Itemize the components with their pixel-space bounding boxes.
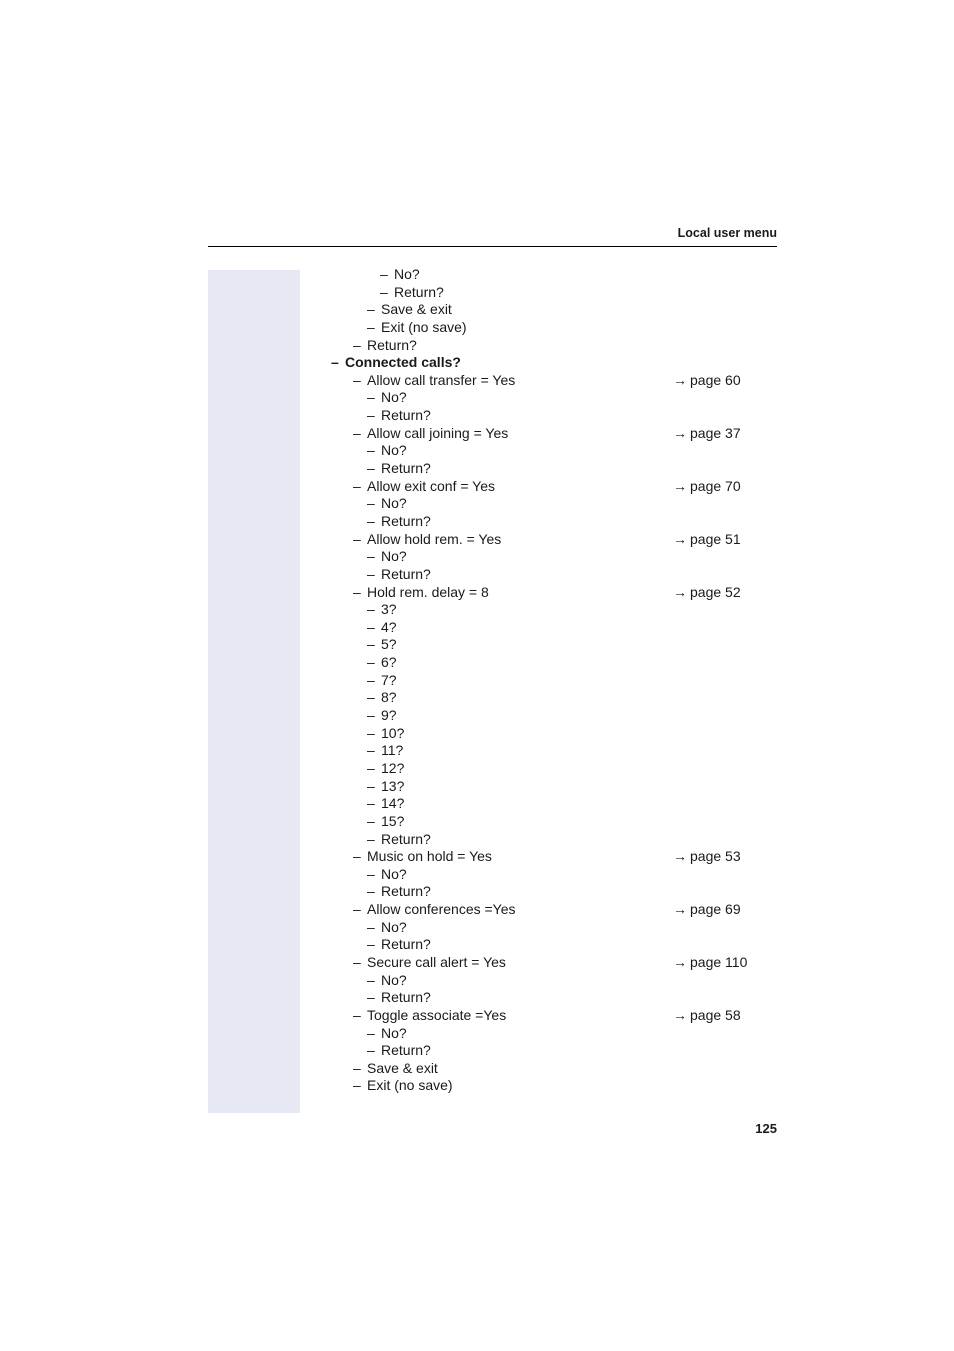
dash-marker: – <box>367 742 375 759</box>
page-reference <box>673 531 741 549</box>
page-reference-text: page 53 <box>690 848 741 865</box>
menu-item <box>300 760 777 778</box>
menu-item-label: Toggle associate =Yes <box>367 1006 507 1023</box>
menu-item <box>300 460 777 478</box>
menu-item-label: 10? <box>381 724 405 741</box>
dash-marker: – <box>353 530 361 547</box>
arrow-right-icon: → <box>673 371 687 388</box>
menu-item-label: Return? <box>381 407 431 424</box>
menu-item <box>300 372 777 390</box>
arrow-right-icon: → <box>673 848 687 865</box>
menu-item-label: Return? <box>381 989 431 1006</box>
page-reference <box>673 954 747 972</box>
menu-item <box>300 901 777 919</box>
menu-item <box>300 566 777 584</box>
menu-item <box>300 725 777 743</box>
menu-item <box>300 936 777 954</box>
dash-marker: – <box>367 707 375 724</box>
menu-item-text <box>367 319 467 337</box>
menu-item-text <box>353 478 495 496</box>
menu-item-text <box>367 566 431 584</box>
menu-item-text <box>331 354 461 372</box>
dash-marker: – <box>367 407 375 424</box>
menu-item <box>300 442 777 460</box>
menu-item-label: Return? <box>381 830 431 847</box>
page-reference <box>673 848 741 866</box>
menu-item <box>300 601 777 619</box>
menu-item-label: Return? <box>394 283 444 300</box>
menu-item-label: 8? <box>381 689 397 706</box>
menu-item <box>300 742 777 760</box>
menu-item <box>300 972 777 990</box>
dash-marker: – <box>367 654 375 671</box>
menu-item <box>300 954 777 972</box>
menu-item-text <box>353 1060 438 1078</box>
menu-item-label: Return? <box>381 883 431 900</box>
menu-item-label: Exit (no save) <box>381 318 467 335</box>
menu-item-label: 5? <box>381 636 397 653</box>
dash-marker: – <box>353 336 361 353</box>
menu-item-text <box>380 266 420 284</box>
menu-item-label: Secure call alert = Yes <box>367 953 506 970</box>
running-header-title: Local user menu <box>677 226 777 240</box>
menu-item <box>300 883 777 901</box>
menu-item-text <box>353 1077 453 1095</box>
menu-item-text <box>367 689 397 707</box>
menu-item <box>300 425 777 443</box>
menu-item-label: No? <box>381 548 407 565</box>
menu-item <box>300 1007 777 1025</box>
dash-marker: – <box>367 618 375 635</box>
page-reference-text: page 69 <box>690 901 741 918</box>
menu-item-label: Hold rem. delay = 8 <box>367 583 489 600</box>
dash-marker: – <box>367 1024 375 1041</box>
dash-marker: – <box>367 301 375 318</box>
menu-item-text <box>367 619 397 637</box>
menu-item-label: Return? <box>381 512 431 529</box>
dash-marker: – <box>367 777 375 794</box>
menu-item-label: No? <box>381 495 407 512</box>
dash-marker: – <box>367 565 375 582</box>
margin-panel <box>208 270 300 1113</box>
menu-item-label: Save & exit <box>381 301 452 318</box>
dash-marker: – <box>353 1006 361 1023</box>
menu-item <box>300 1060 777 1078</box>
menu-item-label: No? <box>381 1024 407 1041</box>
menu-item-label: No? <box>381 865 407 882</box>
page-reference-text: page 110 <box>690 953 748 970</box>
menu-item-label: 9? <box>381 707 397 724</box>
dash-marker: – <box>367 548 375 565</box>
menu-item-text <box>353 584 489 602</box>
menu-item-label: 14? <box>381 795 405 812</box>
menu-item-text <box>367 442 407 460</box>
menu-item-text <box>353 531 501 549</box>
menu-item-text <box>367 972 407 990</box>
arrow-right-icon: → <box>673 1006 687 1023</box>
page-reference <box>673 425 741 443</box>
dash-marker: – <box>367 759 375 776</box>
menu-item-label: Allow exit conf = Yes <box>367 477 496 494</box>
menu-item <box>300 337 777 355</box>
menu-item-text <box>367 460 431 478</box>
dash-marker: – <box>367 689 375 706</box>
dash-marker: – <box>367 389 375 406</box>
menu-item <box>300 1025 777 1043</box>
dash-marker: – <box>353 371 361 388</box>
menu-item <box>300 389 777 407</box>
menu-item-text <box>367 601 397 619</box>
menu-item-label: 11? <box>381 742 404 759</box>
dash-marker: – <box>353 477 361 494</box>
menu-item-label: No? <box>381 442 407 459</box>
menu-item <box>300 495 777 513</box>
page-reference-text: page 58 <box>690 1006 741 1023</box>
menu-item-label: Music on hold = Yes <box>367 848 492 865</box>
dash-marker: – <box>380 266 388 282</box>
menu-item <box>300 1077 777 1095</box>
menu-item-label: Allow call transfer = Yes <box>367 371 516 388</box>
menu-item-label: Return? <box>381 460 431 477</box>
dash-marker: – <box>367 442 375 459</box>
menu-item <box>300 636 777 654</box>
dash-marker: – <box>353 1077 361 1094</box>
menu-item <box>300 813 777 831</box>
dash-marker: – <box>367 636 375 653</box>
menu-item <box>300 919 777 937</box>
page-reference-text: page 60 <box>690 371 741 388</box>
page-reference <box>673 584 741 602</box>
menu-item-text <box>367 407 431 425</box>
menu-item <box>300 831 777 849</box>
menu-item-text <box>367 742 403 760</box>
dash-marker: – <box>367 512 375 529</box>
menu-item-label: 12? <box>381 759 405 776</box>
arrow-right-icon: → <box>673 583 687 600</box>
menu-item-label: 4? <box>381 618 397 635</box>
dash-marker: – <box>353 583 361 600</box>
menu-item-text <box>367 725 404 743</box>
page-reference <box>673 901 741 919</box>
arrow-right-icon: → <box>673 953 687 970</box>
arrow-right-icon: → <box>673 477 687 494</box>
page-reference-text: page 70 <box>690 477 741 494</box>
menu-item-label: 3? <box>381 601 397 618</box>
menu-item-text <box>353 372 515 390</box>
menu-item <box>300 672 777 690</box>
menu-item-text <box>367 989 431 1007</box>
dash-marker: – <box>367 495 375 512</box>
menu-item-text <box>367 672 397 690</box>
menu-item <box>300 866 777 884</box>
menu-item-text <box>353 1007 506 1025</box>
dash-marker: – <box>353 953 361 970</box>
menu-item-text <box>367 1042 431 1060</box>
menu-item <box>300 778 777 796</box>
menu-item-text <box>367 866 407 884</box>
menu-item-label: 15? <box>381 812 405 829</box>
menu-item <box>300 619 777 637</box>
dash-marker: – <box>367 883 375 900</box>
dash-marker: – <box>367 971 375 988</box>
page-reference-text: page 51 <box>690 530 741 547</box>
arrow-right-icon: → <box>673 424 687 441</box>
menu-item-text <box>367 1025 407 1043</box>
dash-marker: – <box>367 812 375 829</box>
menu-item-text <box>367 389 407 407</box>
page-reference <box>673 372 741 390</box>
menu-item-text <box>367 760 404 778</box>
menu-item-text <box>367 831 431 849</box>
menu-item-label: No? <box>394 266 420 282</box>
menu-item-label: Allow hold rem. = Yes <box>367 530 502 547</box>
dash-marker: – <box>367 460 375 477</box>
menu-item-text <box>353 848 492 866</box>
page-reference <box>673 1007 741 1025</box>
menu-item <box>300 513 777 531</box>
page-reference-text: page 37 <box>690 424 741 441</box>
menu-item-text <box>367 654 397 672</box>
menu-item <box>300 531 777 549</box>
menu-item <box>300 989 777 1007</box>
menu-item-label: Allow call joining = Yes <box>367 424 509 441</box>
dash-marker: – <box>367 318 375 335</box>
menu-item <box>300 301 777 319</box>
menu-item-text <box>353 337 417 355</box>
dash-marker: – <box>367 671 375 688</box>
dash-marker: – <box>353 424 361 441</box>
page-reference <box>673 478 741 496</box>
menu-item-text <box>367 883 431 901</box>
menu-item-text <box>367 513 431 531</box>
page-reference-text: page 52 <box>690 583 741 600</box>
dash-marker: – <box>367 865 375 882</box>
dash-marker: – <box>367 1042 375 1059</box>
menu-item-label: Return? <box>381 1042 431 1059</box>
menu-item-text <box>367 919 407 937</box>
dash-marker: – <box>367 830 375 847</box>
dash-marker: – <box>380 283 388 300</box>
menu-item-text <box>367 707 397 725</box>
menu-item-text <box>367 778 404 796</box>
menu-item <box>300 848 777 866</box>
menu-item-text <box>380 284 444 302</box>
menu-item <box>300 654 777 672</box>
menu-item-text <box>367 936 431 954</box>
dash-marker: – <box>367 989 375 1006</box>
menu-item-text <box>353 901 516 919</box>
menu-item <box>300 354 777 372</box>
arrow-right-icon: → <box>673 901 687 918</box>
menu-item-text <box>367 548 407 566</box>
menu-item <box>300 266 777 284</box>
menu-item-label: Exit (no save) <box>367 1077 453 1094</box>
menu-item-label: Return? <box>367 336 417 353</box>
menu-item <box>300 707 777 725</box>
menu-item <box>300 284 777 302</box>
menu-item-label: Connected calls? <box>345 354 461 371</box>
menu-item <box>300 795 777 813</box>
dash-marker: – <box>367 601 375 618</box>
menu-item <box>300 689 777 707</box>
menu-item-label: No? <box>381 918 407 935</box>
menu-item-label: Allow conferences =Yes <box>367 901 516 918</box>
menu-item-text <box>367 636 397 654</box>
menu-item-label: Save & exit <box>367 1059 438 1076</box>
menu-item <box>300 1042 777 1060</box>
menu-item-label: Return? <box>381 565 431 582</box>
menu-item-label: 6? <box>381 654 397 671</box>
menu-item-label: 7? <box>381 671 397 688</box>
page-number: 125 <box>755 1121 777 1136</box>
menu-item-text <box>353 425 508 443</box>
menu-item-text <box>353 954 506 972</box>
arrow-right-icon: → <box>673 530 687 547</box>
menu-item <box>300 548 777 566</box>
menu-item <box>300 319 777 337</box>
menu-item-text <box>367 795 404 813</box>
menu-item-text <box>367 495 407 513</box>
header-divider <box>208 246 777 247</box>
dash-marker: – <box>367 724 375 741</box>
dash-marker: – <box>353 901 361 918</box>
dash-marker: – <box>367 795 375 812</box>
menu-item-text <box>367 301 452 319</box>
menu-item-label: 13? <box>381 777 405 794</box>
dash-marker: – <box>353 1059 361 1076</box>
menu-item <box>300 478 777 496</box>
menu-tree <box>300 266 777 1095</box>
menu-item-label: No? <box>381 389 407 406</box>
dash-marker: – <box>367 918 375 935</box>
menu-item <box>300 584 777 602</box>
dash-marker: – <box>353 848 361 865</box>
menu-item-label: No? <box>381 971 407 988</box>
dash-marker: – <box>331 354 339 371</box>
menu-item-text <box>367 813 404 831</box>
menu-item-label: Return? <box>381 936 431 953</box>
menu-item <box>300 407 777 425</box>
dash-marker: – <box>367 936 375 953</box>
